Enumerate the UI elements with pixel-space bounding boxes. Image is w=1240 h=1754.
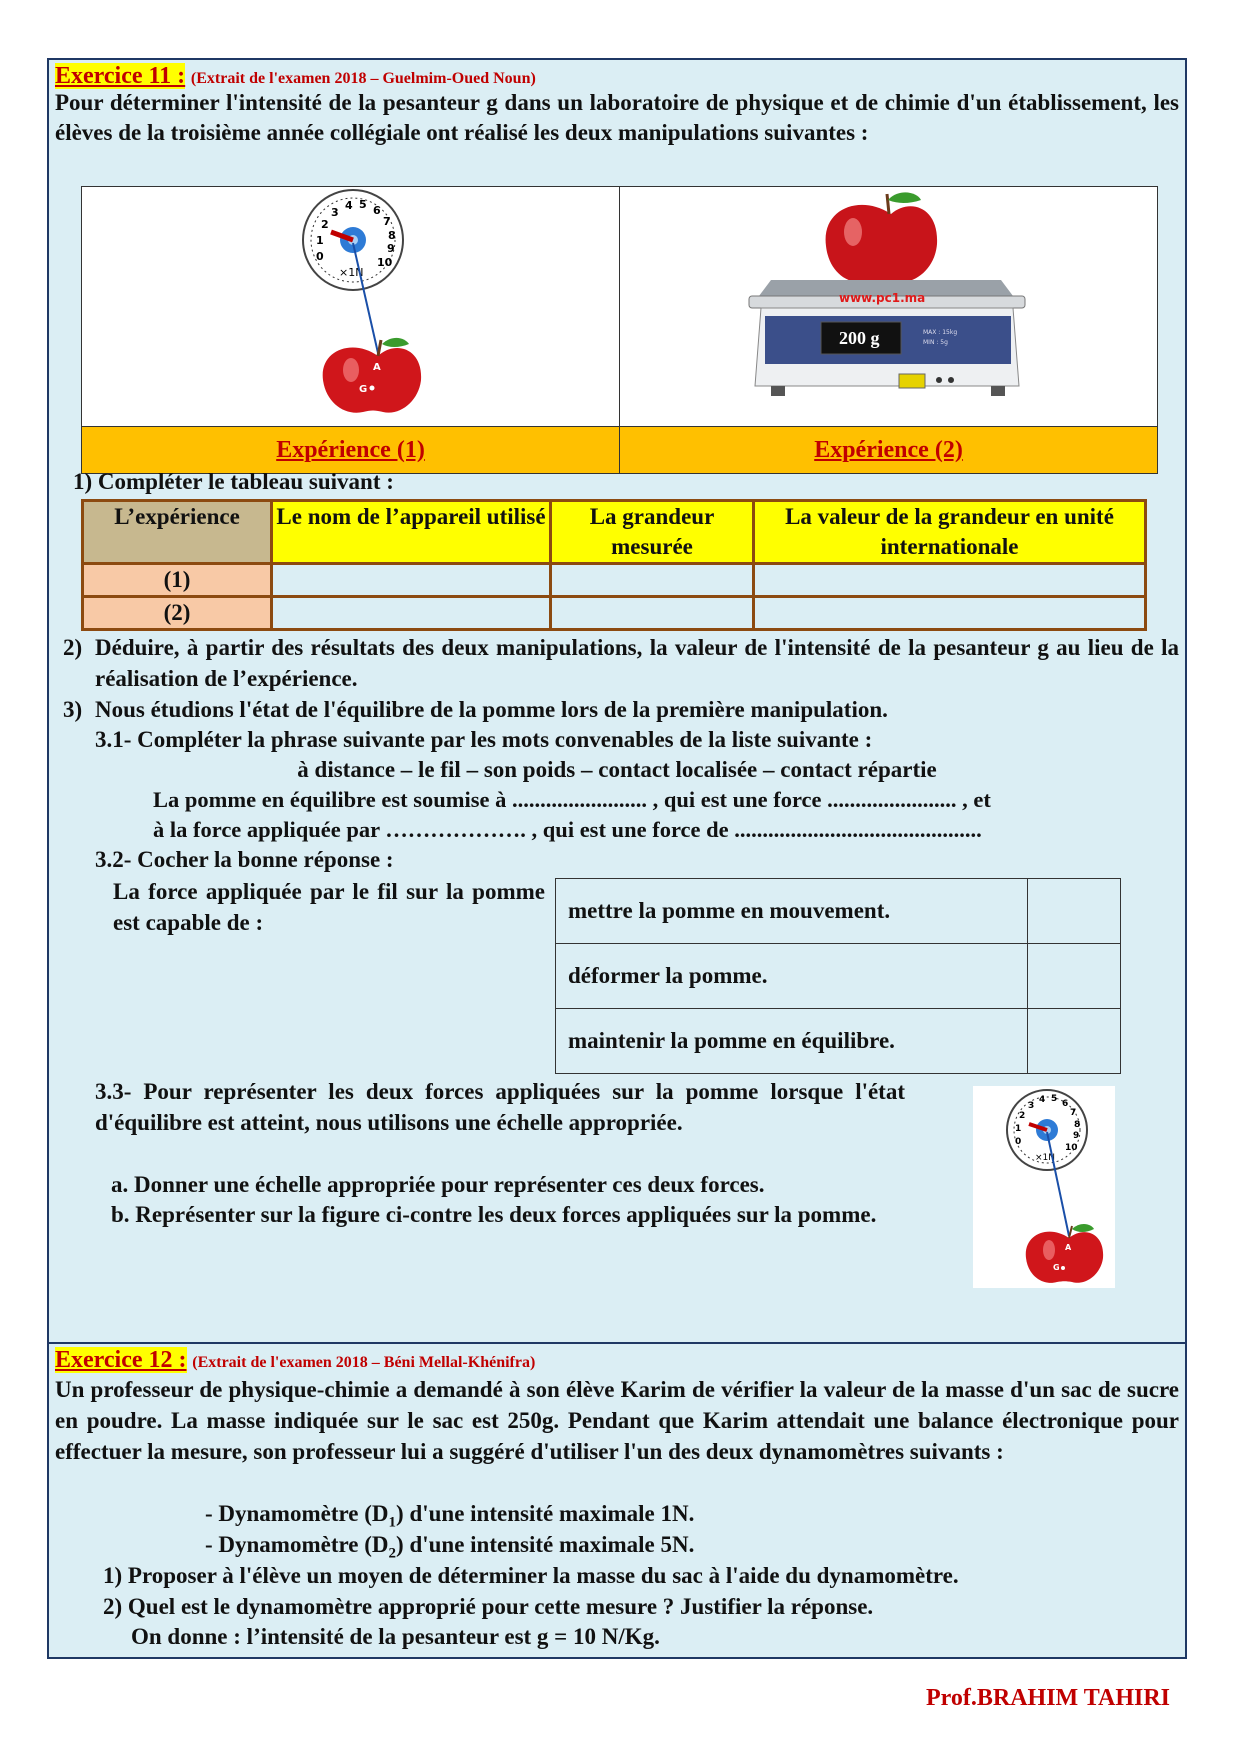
apple-icon bbox=[323, 338, 421, 413]
question-3-1: 3.1- Compléter la phrase suivante par les mots convenables de la liste suivante : bbox=[95, 727, 873, 752]
table-row bbox=[83, 564, 1146, 597]
option-label: déformer la pomme. bbox=[556, 944, 1028, 1009]
dial-number: 2 bbox=[321, 218, 329, 231]
dynamometer-apple-illustration bbox=[83, 188, 618, 420]
dial-unit-label: ×1N bbox=[1035, 1153, 1055, 1163]
dial-number: 0 bbox=[1015, 1137, 1022, 1147]
exercise-11-source: (Extrait de l'examen 2018 – Guelmim-Oued Noun) bbox=[190, 70, 536, 87]
scale-display-value: 200 g bbox=[839, 328, 880, 348]
dynamometer-1-suffix: ) d'une intensité maximale 1N. bbox=[396, 1501, 695, 1526]
answer-cell[interactable] bbox=[272, 564, 551, 597]
center-of-gravity-dot bbox=[370, 386, 375, 391]
scale-apple-illustration bbox=[621, 188, 1156, 420]
option-label: mettre la pomme en mouvement. bbox=[556, 879, 1028, 944]
experiment-2-caption: Expérience (2) bbox=[620, 427, 1158, 474]
question-3-3: 3.3- Pour représenter les deux forces appliquées sur la pomme lorsque l'état d'équilibre est atteint, nous utilisons une échelle appropriée. bbox=[95, 1079, 905, 1135]
answer-cell[interactable] bbox=[272, 597, 551, 630]
dial-number: 8 bbox=[388, 229, 396, 242]
dial-number: 6 bbox=[373, 204, 381, 217]
answer-cell[interactable] bbox=[754, 597, 1146, 630]
exercise-12-source: (Extrait de l'examen 2018 – Béni Mellal-Khénifra) bbox=[192, 1354, 536, 1371]
check-cell[interactable] bbox=[1028, 1009, 1121, 1074]
dial-number: 10 bbox=[377, 256, 393, 269]
dial-number: 1 bbox=[1015, 1124, 1022, 1134]
point-A-label: A bbox=[373, 362, 381, 373]
apple-icon bbox=[1026, 1224, 1103, 1283]
row-label: (2) bbox=[83, 597, 272, 630]
dial-number: 7 bbox=[1070, 1108, 1077, 1118]
scale-website: www.pc1.ma bbox=[839, 291, 926, 305]
point-G-label: G bbox=[1053, 1263, 1060, 1272]
author-signature: Prof.BRAHIM TAHIRI bbox=[925, 1685, 1170, 1711]
apple-icon bbox=[826, 192, 938, 282]
exercise-11-intro: Pour déterminer l'intensité de la pesanteur g dans un laboratoire de physique et de chimie d'un établissement, les élèves de la troisième année collégiale ont réalisé les deux manipulations suivantes : bbox=[55, 90, 1179, 145]
experiment-2-figure bbox=[620, 187, 1158, 427]
dial-number: 3 bbox=[1028, 1101, 1035, 1111]
exercise-12-question-1: 1) Proposer à l'élève un moyen de déterminer la masse du sac à l'aide du dynamomètre. bbox=[103, 1563, 959, 1588]
small-dynamometer-figure bbox=[973, 1086, 1115, 1288]
table-header: La valeur de la grandeur en unité internationale bbox=[754, 501, 1146, 564]
table-row bbox=[556, 879, 1121, 944]
exercise-11-title: Exercice 11 : bbox=[55, 63, 186, 89]
checkbox-table bbox=[555, 878, 1121, 1074]
table-header: Le nom de l’appareil utilisé bbox=[272, 501, 551, 564]
scale-max-label: MAX : 15kg bbox=[923, 329, 958, 336]
dial-number: 2 bbox=[1019, 1111, 1026, 1121]
dynamometer-1-prefix: - Dynamomètre (D bbox=[205, 1501, 389, 1526]
answer-cell[interactable] bbox=[551, 564, 754, 597]
exercise-11-box bbox=[47, 58, 1187, 1344]
fill-in-sentence-2: à la force appliquée par ………………. , qui est une force de ............................................ bbox=[153, 817, 982, 842]
dynamometer-apple-illustration-small bbox=[973, 1086, 1115, 1288]
check-cell[interactable] bbox=[1028, 879, 1121, 944]
question-1: 1) Compléter le tableau suivant : bbox=[73, 469, 394, 494]
dynamometer-dial bbox=[303, 190, 403, 290]
dial-number: 4 bbox=[1039, 1095, 1046, 1105]
word-list: à distance – le fil – son poids – contact localisée – contact répartie bbox=[297, 757, 937, 782]
dynamometer-1-subscript: 1 bbox=[388, 1514, 397, 1531]
center-of-gravity-dot bbox=[1061, 1266, 1065, 1270]
exercise-12-question-2: 2) Quel est le dynamomètre approprié pour cette mesure ? Justifier la réponse. bbox=[103, 1594, 874, 1619]
answer-cell[interactable] bbox=[754, 564, 1146, 597]
dial-number: 9 bbox=[387, 242, 395, 255]
table-row bbox=[556, 944, 1121, 1009]
dial-number: 5 bbox=[359, 198, 367, 211]
experiments-figure-table bbox=[81, 186, 1158, 474]
dial-number: 3 bbox=[331, 206, 339, 219]
question-3: Nous étudions l'état de l'équilibre de la pomme lors de la première manipulation. bbox=[95, 697, 888, 722]
table-row bbox=[556, 1009, 1121, 1074]
exercise-12-box bbox=[47, 1342, 1187, 1659]
dynamometer-2-prefix: - Dynamomètre (D bbox=[205, 1532, 389, 1557]
experiment-1-figure bbox=[82, 187, 620, 427]
question-3-number: 3) bbox=[63, 697, 83, 722]
scale-min-label: MIN : 5g bbox=[923, 339, 948, 346]
dial-number: 7 bbox=[383, 215, 391, 228]
exercise-12-intro: Un professeur de physique-chimie a demandé à son élève Karim de vérifier la valeur de la masse d'un sac de sucre en poudre. La masse indiquée sur le sac est 250g. Pendant que Karim attendait une balance électronique pour effectuer la mesure, son professeur lui a suggéré d'utiliser l'un des deux dynamomètres suivants : bbox=[55, 1377, 1179, 1464]
answer-cell[interactable] bbox=[551, 597, 754, 630]
fill-in-sentence-1: La pomme en équilibre est soumise à ........................ , qui est une force ....................... , et bbox=[153, 787, 991, 812]
exercise-12-title: Exercice 12 : bbox=[55, 1347, 187, 1373]
point-A-label: A bbox=[1065, 1243, 1072, 1252]
dial-unit-label: ×1N bbox=[339, 266, 364, 279]
question-2-number: 2) bbox=[63, 635, 83, 660]
dial-number: 9 bbox=[1073, 1131, 1080, 1141]
check-cell[interactable] bbox=[1028, 944, 1121, 1009]
question-3-3-b: b. Représenter sur la figure ci-contre les deux forces appliquées sur la pomme. bbox=[111, 1202, 877, 1227]
dial-number: 0 bbox=[316, 250, 324, 263]
dynamometer-2-subscript: 2 bbox=[388, 1545, 397, 1562]
question-3-2: 3.2- Cocher la bonne réponse : bbox=[95, 847, 394, 872]
dial-number: 10 bbox=[1065, 1143, 1078, 1153]
exercise-12-heading bbox=[55, 1344, 1179, 1378]
dial-number: 8 bbox=[1074, 1120, 1081, 1130]
experiment-1-caption: Expérience (1) bbox=[82, 427, 620, 474]
question-3-3-a: a. Donner une échelle appropriée pour représenter ces deux forces. bbox=[111, 1172, 765, 1197]
answer-table-1 bbox=[81, 499, 1147, 631]
table-header: La grandeur mesurée bbox=[551, 501, 754, 564]
dial-number: 6 bbox=[1062, 1099, 1069, 1109]
point-G-label: G bbox=[359, 384, 368, 395]
question-2: Déduire, à partir des résultats des deux manipulations, la valeur de l'intensité de la pesanteur g au lieu de la réalisation de l’expérience. bbox=[95, 635, 1179, 691]
dynamometer-2-suffix: ) d'une intensité maximale 5N. bbox=[396, 1532, 695, 1557]
row-label: (1) bbox=[83, 564, 272, 597]
option-label: maintenir la pomme en équilibre. bbox=[556, 1009, 1028, 1074]
question-3-2-stem: La force appliquée par le fil sur la pomme est capable de : bbox=[113, 879, 545, 935]
dial-number: 4 bbox=[345, 199, 353, 212]
dial-number: 5 bbox=[1051, 1094, 1058, 1104]
dial-number: 1 bbox=[316, 234, 324, 247]
table-row bbox=[83, 597, 1146, 630]
table-header: L’expérience bbox=[83, 501, 272, 564]
exercise-12-given: On donne : l’intensité de la pesanteur est g = 10 N/Kg. bbox=[131, 1624, 660, 1649]
